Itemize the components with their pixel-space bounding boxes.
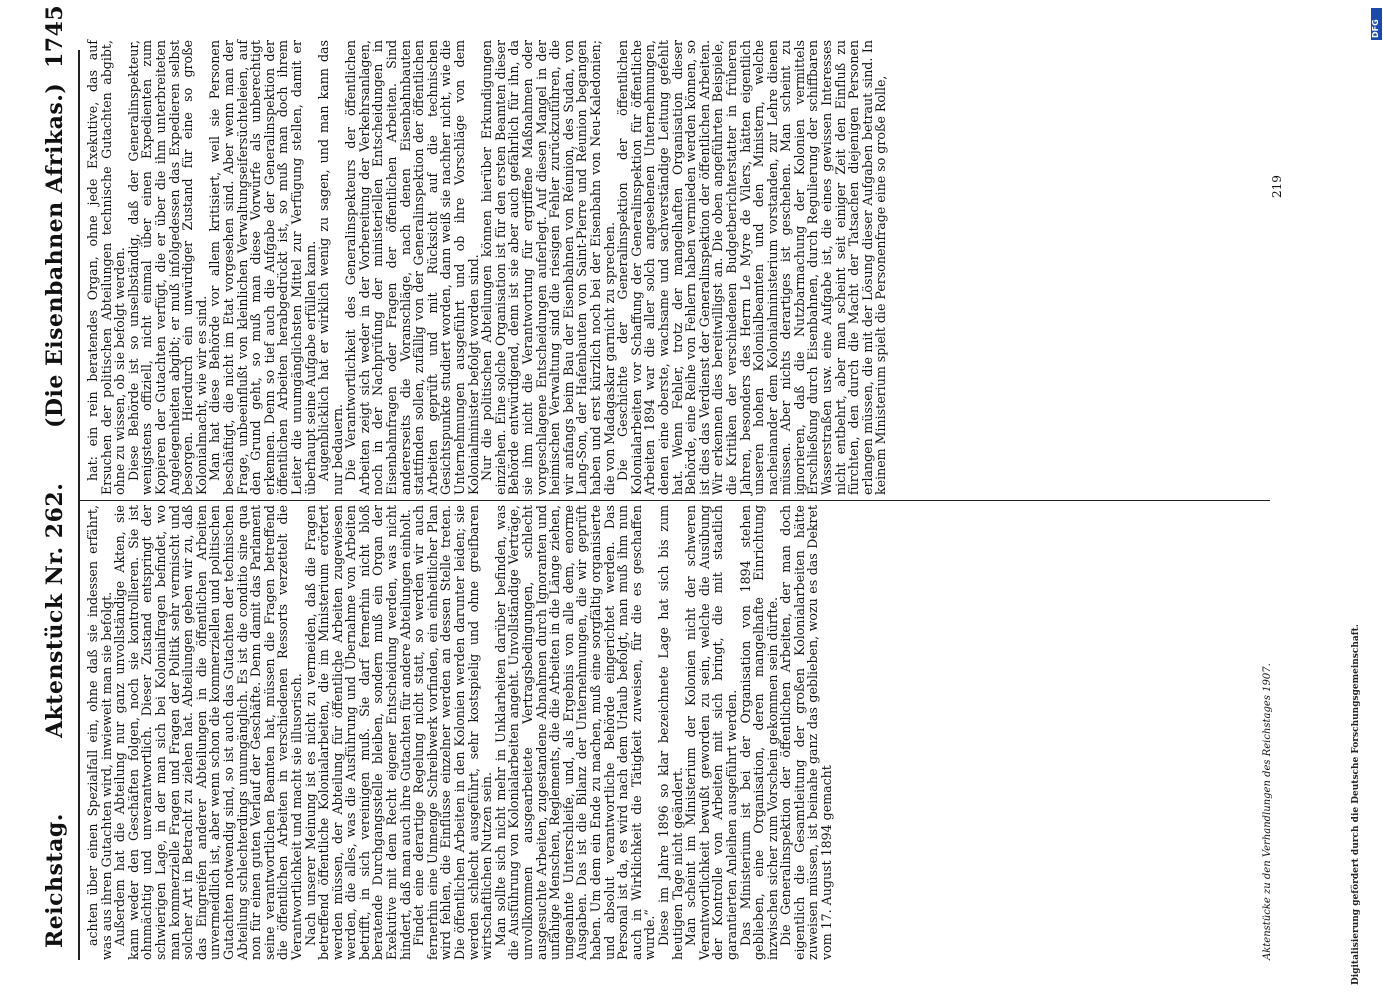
text-column-right <box>86 40 888 495</box>
header-right: (Die Eisenbahnen Afrikas.) <box>42 82 68 428</box>
paragraph: Man hat diese Behörde vor allem kritisiert, weil sie Personen beschäftigt, die nicht im Etat vorgesehen sind. Aber wenn man der Frage, unbeeinflußt von kleinlichen Verwaltungseifersüchteleien, auf den Grund geht, so muß man diese Vorwürfe als unberechtigt erkennen. Denn so tief auch die Aufgabe der Generalinspektion der öffentlichen Arbeiten herabgedrückt ist, so muß man doch ihrem Leiter die unumgänglichsten Mittel zur Verfügung stellen, damit er überhaupt seine Aufgabe erfüllen kann. <box>207 40 318 495</box>
paragraph: Nur die politischen Abteilungen können hierüber Erkundigungen einziehen. Eine solche Organisation ist für den ersten Beamten dieser Behörde entwürdigend, denn ist sie aber auch gefährlich für ihn, da sie ihm nicht die Verantwortung für ergriffene Maßnahmen oder vorgeschlagene Entscheidungen auferlegt. Auf diesen Mangel in der heimischen Verwaltung sind die riesigen Fehler zurückzuführen, die wir anfangs beim Bau der Eisenbahnen von Réunion, des Sudan, von Lang-Son, der Hafenbauten von Saint-Pierre und Réunion begangen haben und erst kürzlich noch bei der Eisenbahn von Neu-Kaledonien; die von Madagaskar garnicht zu sprechen. <box>479 40 617 495</box>
paragraph: Diese im Jahre 1896 so klar bezeichnete Lage hat sich bis zum heutigen Tage nicht geändert. <box>655 505 685 960</box>
page-number: 1745 <box>42 4 68 68</box>
signature-mark: 219 <box>1270 175 1284 198</box>
paragraph: Die Verantwortlichkeit des Generalinspekteurs der öffentlichen Arbeiten zeigt sich weder in der Vorbereitung der Verkehrsanlagen, noch in der Nachprüfung der ministeriellen Entscheidungen in Eisenbahnfragen oder Fragen der öffentlichen Arbeiten. Sind andererseits die Voranschläge, nach denen Eisenbahnbauten stattfinden sollen, zufällig von der Generalinspektion der öffentlichen Arbeiten geprüft und mit Rücksicht auf die technischen Gesichtspunkte studiert worden, dann weiß sie nachher nicht, wie die Unternehmungen ausgeführt und ob ihre Vorschläge von dem Kolonialminister befolgt worden sind. <box>343 40 481 495</box>
paragraph: Nach unserer Meinung ist es nicht zu vermeiden, daß die Fragen betreffend öffentliche Kolonialarbeiten, die im Ministerium erörtert werden müssen, der Abteilung für öffentliche Arbeiten zugewiesen werden, die alles, was die Ausführung und Übernahme von Arbeiten betrifft, in sich vereinigen muß. Sie darf fernerhin nicht bloß beratende Durchgangsstelle bleiben, sondern muß ein Organ der Exekutive mit dem Recht eigener Entscheidung werden, was nicht hindert, daß man auch ihre Gutachten für andere Abteilungen einholt. <box>302 505 413 960</box>
paragraph: Die Generalinspektion der öffentlichen Arbeiten, der man doch eigentlich die Gesamtleitung der großen Kolonialarbeiten hätte zuweisen müssen, ist beinahe ganz das geblieben, wozu es das Dekret vom 17. August 1894 gemacht <box>778 505 835 960</box>
text-column-left <box>86 505 834 960</box>
running-header <box>42 4 82 948</box>
paragraph: achten über einen Spezialfall ein, ohne daß sie indessen erfährt, was aus ihren Gutachten wird, inwieweit man sie befolgt. <box>85 505 114 960</box>
paragraph: hat: ein rein beratendes Organ, ohne jede Exekutive, das auf Ersuchen der politischen Abteilungen technische Gutachten abgibt, ohne zu wissen, ob sie befolgt werden. <box>85 40 128 495</box>
paragraph: Man sollte sich nicht mehr in Unklarheiten darüber befinden, was die Ausführung von Kolonialarbeiten angeht. Unvollständige Verträge, unvollkommen ausgearbeitete Vertragsbedingungen, schlecht ausgesuchte Arbeiten, zugestandene Abnahmen durch Ignoranten und unfähige Menschen, Reglements, die die Arbeiten in die Länge ziehen, ungeahnte Unterschleife, und, als Ergebnis von alle dem, enorme Ausgaben. Das ist die Bilanz der Unternehmungen, die wir geprüft haben. Um dem ein Ende zu machen, muß eine sorgfältig organisierte und absolut verantwortliche Behörde eingerichtet werden. Das Personal ist da, es wird nach dem Urlaub befolgt, man muß ihm nun auch in Wirklichkeit die Tätigkeit zuweisen, für die es geschaffen wurde.“ <box>492 505 658 960</box>
header-rule <box>78 50 80 960</box>
header-center: Aktenstück Nr. 262. <box>42 482 68 738</box>
header-left: Reichstag. <box>42 813 68 948</box>
dfg-logo <box>1371 8 1382 40</box>
footer-note: Aktenstücke zu den Verhandlungen des Reichstages 1907. <box>1262 663 1273 960</box>
paragraph: Das Ministerium ist bei der Organisation von 1894 stehen geblieben, eine Organisation, deren mangelhafte Einrichtung inzwischen sicher zum Vorschein gekommen sein dürfte. <box>737 505 780 960</box>
paragraph: Die Geschichte der Generalinspektion der öffentlichen Kolonialarbeiten vor Schaffung der Generalinspektion für öffentliche Arbeiten 1894 war die aller solch angesehenen Unternehmungen, denen eine oberste, wachsame und sachverständige Leitung gefehlt hat. Wenn Fehler, trotz der mangelhaften Organisation dieser Behörde, eine Reihe von Fehlern haben vermieden werden können, so ist dies das Verdienst der Generalinspektion der öffentlichen Arbeiten. Wir erkennen dies bereitwilligst an. Die oben angeführten Beispiele, die Kritiken der verschiedenen Budgetberichterstatter in früheren Jahren, besonders des Herrn Le Myre de Vilers, hätten eigentlich unseren hohen Kolonialbeamten und den Ministern, welche nacheinander dem Kolonialministerium vorstanden, zur Lehre dienen müssen. Aber nichts derartiges ist geschehen. Man scheint zu ignorieren, daß die Nutzbarmachung der Kolonien vermittels Erschließung durch Eisenbahnen, durch Regulierung der schiffbaren Wasserstraßen usw. eine Aufgabe ist, die eines gewissen Interesses nicht entbehrt, aber man scheint seit einiger Zeit den Einfluß zu fürchten, den durch die Macht der Tatsachen diejenigen Personen erlangen müssen, die mit der Lösung dieser Aufgaben betraut sind. In keinem Ministerium spielt die Personenfrage eine so große Rolle, <box>615 40 889 495</box>
paragraph: Diese Behörde ist so unselbständig, daß der Generalinspekteur, wenigstens offiziell, nicht einmal über einen Expedienten zum Kopieren der Gutachten verfügt, die er über die ihm unterbreiteten Angelegenheiten abgibt; er muß infolgedessen das Expedieren selbst besorgen. Hierdurch ein unwürdiger Zustand für eine so große Kolonialmacht, wie wir es sind. <box>125 40 209 495</box>
digitization-credit: Digitalisierung gefördert durch die Deutsche Forschungsgemeinschaft. <box>1351 624 1361 985</box>
paragraph: Findet eine derartige Regelung nicht statt, so werden wir auch fernerhin eine Unmenge Schreibwerk vorfinden, ein einheitlicher Plan wird fehlen, die Einflüsse einzelner werden an dessen Stelle treten. Die öffentlichen Arbeiten in den Kolonien werden darunter leiden; sie werden schlecht ausgeführt, sehr kostspielig und ohne greifbaren wirtschaftlichen Nutzen sein. <box>411 505 495 960</box>
paragraph: Außerdem hat die Abteilung nur ganz unvollständige Akten, sie kann weder den Geschäften folgen, noch sie kontrollieren. Sie ist ohnmächtig und unverantwortlich. Dieser Zustand entspringt der schwierigen Lage, in der man sich bei Kolonialfragen befindet, wo man kommerzielle Fragen und Fragen der Politik sehr vermischt und solcher Art in Betracht zu ziehen hat. Abteilungen geben wir zu, daß das Eingreifen anderer Abteilungen in die öffentlichen Arbeiten unvermeidlich ist, aber wenn schon die kommerziellen und politischen Gutachten notwendig sind, so ist auch das Gutachten der technischen Abteilung schlechterdings unumgänglich. Es ist die conditio sine qua non für einen guten Verlauf der Geschäfte. Denn damit das Parlament seine verantwortlichen Beamten hat, müssen die Fragen betreffend die öffentlichen Arbeiten in verschiedenen Ressorts verzettelt die Verantwortlichkeit und macht sie illusorisch. <box>112 505 304 960</box>
dfg-logo-text: DFG <box>1371 19 1380 38</box>
column-divider <box>80 500 1270 501</box>
paragraph: Man scheint im Ministerium der Kolonien nicht der schweren Verantwortlichkeit bewußt geworden zu sein, welche die Ausübung der Kontrolle von Arbeiten mit sich bringt, die mit staatlich garantierten Anleihen ausgeführt werden. <box>683 505 739 960</box>
paragraph: Augenblicklich hat er wirklich wenig zu sagen, und man kann das nur bedauern. <box>316 40 345 495</box>
